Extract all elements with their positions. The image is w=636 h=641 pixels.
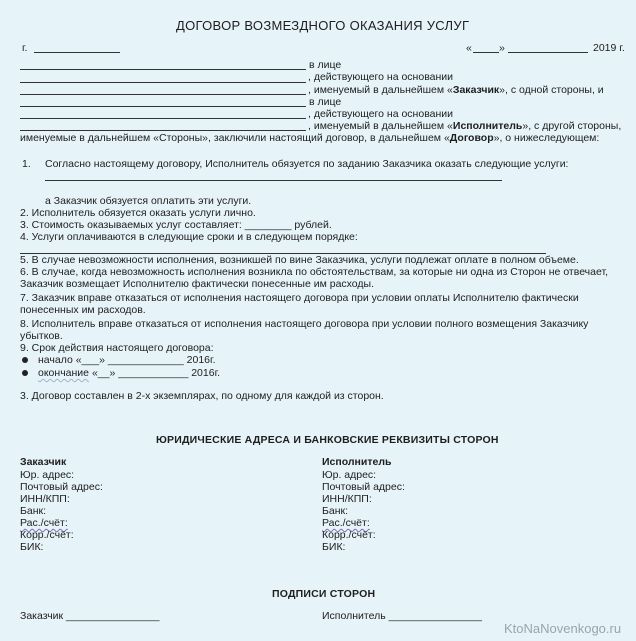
customer-column-title: Заказчик [20, 456, 67, 468]
clause-7-line-2: понесенных им расходов. [20, 304, 146, 316]
bullet-icon [22, 370, 28, 376]
executor-signature: Исполнитель ________________ [322, 610, 483, 622]
clause-8-line-2: убытков. [20, 330, 63, 342]
executor-bik: БИК: [322, 541, 346, 553]
bullet-icon [22, 357, 28, 363]
customer-postal-address: Почтовый адрес: [20, 481, 103, 493]
clause-1-payment: а Заказчик обязуется оплатить эти услуги. [45, 195, 252, 207]
acting-basis-label: , действующего на основании [308, 71, 454, 83]
requisites-heading: ЮРИДИЧЕСКИЕ АДРЕСА И БАНКОВСКИЕ РЕКВИЗИТЫ СТОРОН [156, 434, 499, 446]
acting-basis-label-2: , действующего на основании [308, 108, 454, 120]
services-blank [45, 180, 502, 181]
clause-3: 3. Стоимость оказываемых услуг составляет: ________ рублей. [20, 219, 332, 231]
customer-corr-account: Корр./счёт: [20, 529, 74, 541]
clause-2: 2. Исполнитель обязуется оказать услуги лично. [20, 207, 256, 219]
executor-postal-address: Почтовый адрес: [322, 481, 405, 493]
clause-5: 5. В случае невозможности исполнения, возникшей по вине Заказчика, услуги подлежат оплате в полном объеме. [20, 254, 579, 266]
site-watermark: KtoNaNovenkogo.ru [504, 621, 622, 636]
executor-inn-kpp: ИНН/КПП: [322, 493, 372, 505]
customer-inn-kpp: ИНН/КПП: [20, 493, 70, 505]
executor-account: Рас./счёт: [322, 517, 370, 529]
executor-legal-address: Юр. адрес: [322, 469, 377, 481]
customer-legal-address: Юр. адрес: [20, 469, 75, 481]
term-end: окончание «__» ____________ 2016г. [38, 367, 221, 379]
clause-6-line-1: 6. В случае, когда невозможность исполнения возникла по обстоятельствам, за которые ни одна из Сторон не отвечает, [20, 266, 609, 278]
executor-column-title: Исполнитель [322, 456, 392, 468]
customer-basis-blank [20, 94, 306, 95]
clause-6-line-2: Заказчик возмещает Исполнителю фактически понесенные им расходы. [20, 278, 374, 290]
customer-signature: Заказчик ________________ [20, 610, 160, 622]
clause-1-number: 1. [22, 158, 31, 170]
customer-name-blank [20, 69, 306, 70]
customer-account: Рас./счёт: [20, 517, 68, 529]
copies-clause: 3. Договор составлен в 2-х экземплярах, по одному для каждой из сторон. [20, 390, 384, 402]
executor-named-line: , именуемый в дальнейшем «Исполнитель», с другой стороны, [308, 120, 622, 132]
clause-7-line-1: 7. Заказчик вправе отказаться от исполнения настоящего договора при условии оплаты Исполнителю фактически [20, 292, 579, 304]
executor-basis-blank [20, 130, 306, 131]
city-label: г. [22, 42, 28, 54]
year-label: 2019 г. [593, 42, 625, 54]
date-quote-close: » [499, 42, 505, 54]
executor-corr-account: Корр./счёт: [322, 529, 376, 541]
term-start: начало «___» _____________ 2016г. [38, 354, 216, 366]
document-title: ДОГОВОР ВОЗМЕЗДНОГО ОКАЗАНИЯ УСЛУГ [176, 18, 470, 33]
executor-bank: Банк: [322, 505, 349, 517]
customer-bik: БИК: [20, 541, 44, 553]
month-blank [508, 52, 588, 53]
clause-4: 4. Услуги оплачиваются в следующие сроки и в следующем порядке: [20, 231, 358, 243]
customer-named-line: , именуемый в дальнейшем «Заказчик», с одной стороны, и [308, 84, 604, 96]
in-person-label: в лице [309, 59, 342, 71]
customer-rep-blank [20, 82, 306, 83]
executor-rep-blank [20, 118, 306, 119]
executor-name-blank [20, 106, 306, 107]
customer-bank: Банк: [20, 505, 47, 517]
signatures-heading: ПОДПИСИ СТОРОН [272, 588, 376, 600]
date-quote-open: « [466, 42, 472, 54]
clause-8-line-1: 8. Исполнитель вправе отказаться от исполнения настоящего договора при условии полного возмещения Заказчику [20, 318, 589, 330]
clause-1-text: Согласно настоящему договору, Исполнитель обязуется по заданию Заказчика оказать следующие услуги: [45, 158, 569, 170]
in-person-label-2: в лице [309, 96, 342, 108]
city-blank [34, 52, 120, 53]
day-blank [473, 52, 499, 53]
concluded-line: именуемые в дальнейшем «Стороны», заключили настоящий договор, в дальнейшем «Договор», о нижеследующем: [20, 132, 600, 144]
clause-9: 9. Срок действия настоящего договора: [20, 342, 214, 354]
